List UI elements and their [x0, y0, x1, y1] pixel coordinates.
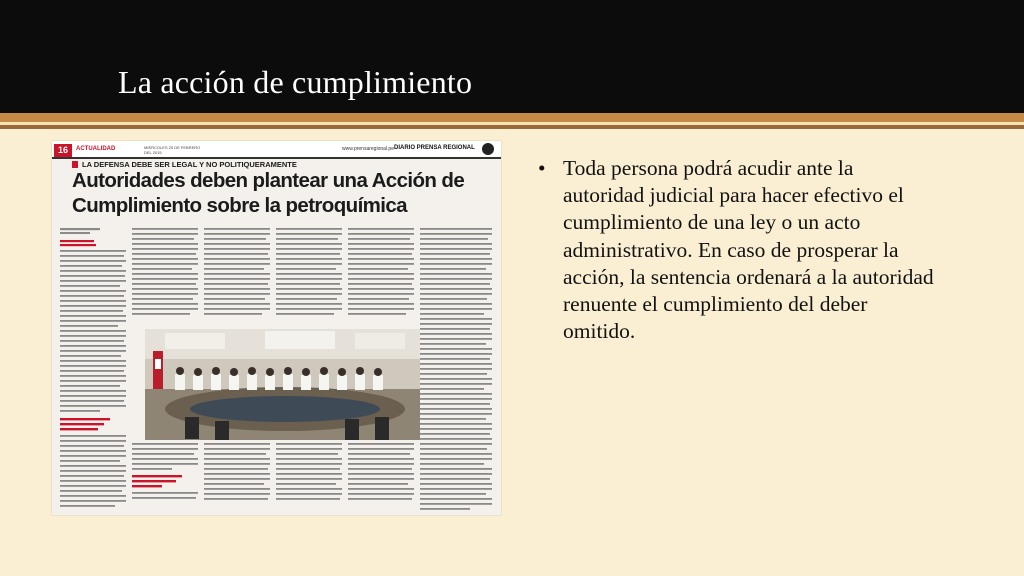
- slide-title: La acción de cumplimiento: [118, 64, 473, 100]
- newspaper-website: www.prensaregional.pe: [342, 146, 394, 152]
- article-text-column: [204, 226, 272, 318]
- article-text-column: [348, 226, 416, 318]
- newspaper-headline: Autoridades deben plantear una Acción de Cumplimiento sobre la petroquímica: [72, 169, 465, 217]
- newspaper-logo-icon: [482, 143, 494, 155]
- newspaper-kicker: LA DEFENSA DEBE SER LEGAL Y NO POLITIQUERAMENTE: [82, 160, 297, 169]
- article-text-column: [420, 226, 494, 515]
- accent-stripe-dark: [0, 125, 1024, 129]
- bullet-text: Toda persona podrá acudir ante la autoridad judicial para hacer efectivo el cumplimiento de una ley o un acto administrativo. En caso de prosperar la acción, la sentencia ordenará a la autoridad renuente el cumplimiento del deber omitido.: [563, 156, 934, 344]
- accent-stripe: [0, 113, 1024, 122]
- newspaper-section: ACTUALIDAD: [76, 146, 116, 152]
- newspaper-date: MIÉRCOLES 25 DE FEBRERO DEL 2015: [144, 145, 201, 155]
- kicker-marker: [72, 161, 78, 168]
- article-text-column: [276, 226, 344, 318]
- article-text-column: [204, 441, 272, 515]
- newspaper-page-number: 16: [54, 144, 72, 157]
- bullet-marker: •: [538, 156, 546, 180]
- article-text-column: [132, 226, 200, 318]
- meeting-photo: [145, 329, 420, 440]
- newspaper-name: DIARIO PRENSA REGIONAL: [394, 145, 475, 151]
- article-text-column: [348, 441, 416, 515]
- newspaper-clipping-image: [52, 141, 501, 515]
- article-text-column: [60, 226, 128, 515]
- article-text-column: [276, 441, 344, 515]
- bullet-item: [538, 155, 938, 345]
- article-text-column: [132, 441, 200, 515]
- bullet-list: [538, 155, 938, 345]
